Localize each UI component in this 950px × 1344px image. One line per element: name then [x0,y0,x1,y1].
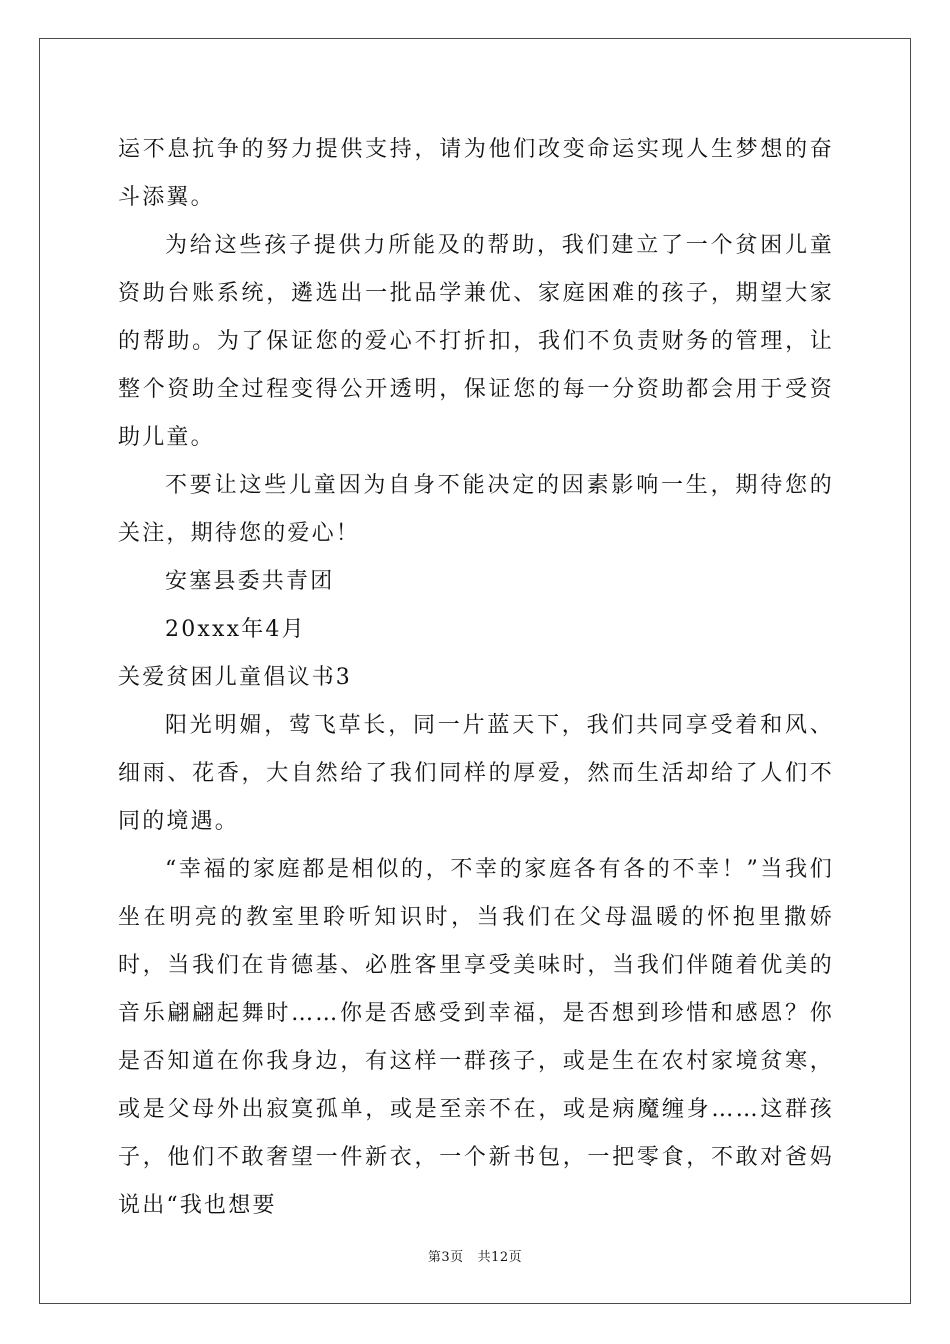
page-total: 共12页 [477,1250,523,1265]
document-body [118,126,834,1230]
page-footer [0,1246,950,1265]
paragraph-appeal: 不要让这些儿童因为自身不能决定的因素影响一生，期待您的关注，期待您的爱心！ [118,473,834,546]
page-number: 第3页 [427,1250,464,1265]
section-heading: 关爱贫困儿童倡议书3 [118,665,352,690]
signature-date: 20xxx年4月 [165,617,306,642]
paragraph-continuation: 运不息抗争的努力提供支持，请为他们改变命运实现人生梦想的奋斗添翼。 [118,137,834,210]
paragraph-sunshine: 阳光明媚，莺飞草长，同一片蓝天下，我们共同享受着和风、细雨、花香，大自然给了我们同样的厚爱，然而生活却给了人们不同的境遇。 [118,713,834,834]
paragraph-assistance-system: 为给这些孩子提供力所能及的帮助，我们建立了一个贫困儿童资助台账系统，遴选出一批品学兼优、家庭困难的孩子，期望大家的帮助。为了保证您的爱心不打折扣，我们不负责财务的管理，让整个资助全过程变得公开透明，保证您的每一分资助都会用于受资助儿童。 [118,233,834,450]
signature-organization: 安塞县委共青团 [165,569,335,594]
paragraph-happiness: “幸福的家庭都是相似的，不幸的家庭各有各的不幸！”当我们坐在明亮的教室里聆听知识时，当我们在父母温暖的怀抱里撒娇时，当我们在肯德基、必胜客里享受美味时，当我们伴随着优美的音乐翩翩起舞时……你是否感受到幸福，是否想到珍惜和感恩？你是否知道在你我身边，有这样一群孩子，或是生在农村家境贫寒，或是父母外出寂寞孤单，或是至亲不在，或是病魔缠身……这群孩子，他们不敢奢望一件新衣，一个新书包，一把零食，不敢对爸妈说出“我也想要 [118,857,834,1218]
